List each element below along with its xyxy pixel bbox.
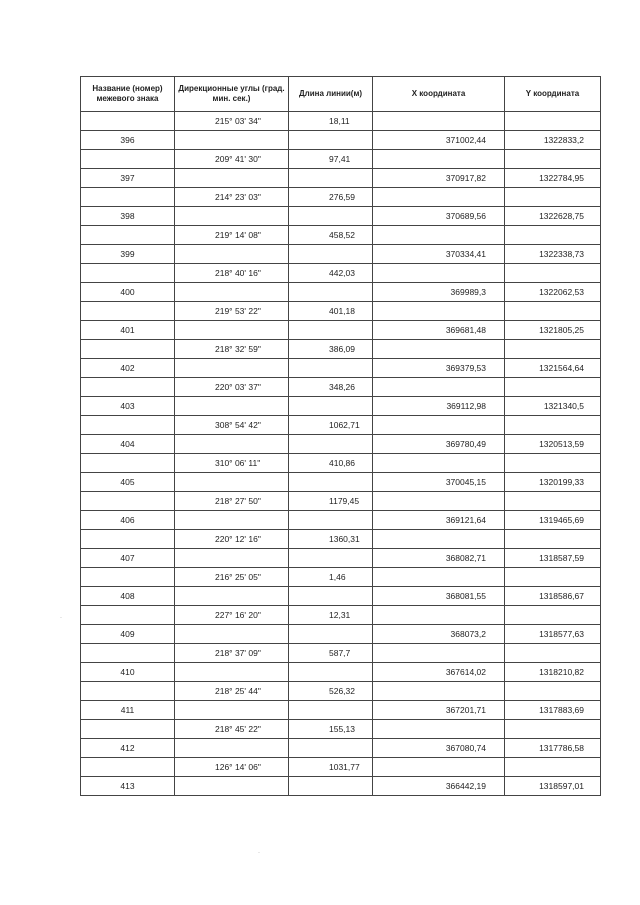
y-cell: [505, 188, 601, 207]
length-cell: [289, 359, 373, 378]
x-cell: 368081,55: [373, 587, 505, 606]
y-cell: 1318586,67: [505, 587, 601, 606]
point-name-cell: [81, 682, 175, 701]
y-cell: 1322338,73: [505, 245, 601, 264]
point-row: [81, 511, 601, 530]
point-name-cell: 412: [81, 739, 175, 758]
point-name-cell: [81, 340, 175, 359]
point-name-cell: [81, 150, 175, 169]
y-cell: 1317786,58: [505, 739, 601, 758]
angle-cell: [175, 245, 289, 264]
length-cell: [289, 397, 373, 416]
x-cell: [373, 264, 505, 283]
point-name-cell: [81, 568, 175, 587]
segment-row: [81, 112, 601, 131]
angle-cell: [175, 283, 289, 302]
length-cell: [289, 625, 373, 644]
length-cell: 410,86: [289, 454, 373, 473]
segment-row: [81, 530, 601, 549]
y-cell: 1322628,75: [505, 207, 601, 226]
length-cell: 1179,45: [289, 492, 373, 511]
y-cell: [505, 454, 601, 473]
length-cell: 1360,31: [289, 530, 373, 549]
segment-row: [81, 454, 601, 473]
y-cell: 1317883,69: [505, 701, 601, 720]
x-cell: 369681,48: [373, 321, 505, 340]
angle-cell: [175, 663, 289, 682]
length-cell: 1031,77: [289, 758, 373, 777]
point-name-cell: 411: [81, 701, 175, 720]
point-name-cell: 406: [81, 511, 175, 530]
segment-row: [81, 758, 601, 777]
y-cell: 1322833,2: [505, 131, 601, 150]
point-name-cell: 402: [81, 359, 175, 378]
y-cell: [505, 150, 601, 169]
y-cell: [505, 302, 601, 321]
angle-cell: 215° 03' 34": [175, 112, 289, 131]
segment-row: [81, 378, 601, 397]
length-cell: [289, 701, 373, 720]
point-name-cell: 404: [81, 435, 175, 454]
point-name-cell: 398: [81, 207, 175, 226]
length-cell: 458,52: [289, 226, 373, 245]
x-cell: [373, 416, 505, 435]
length-cell: [289, 739, 373, 758]
x-cell: 367080,74: [373, 739, 505, 758]
point-name-cell: 397: [81, 169, 175, 188]
segment-row: [81, 416, 601, 435]
point-row: [81, 321, 601, 340]
point-name-cell: [81, 606, 175, 625]
angle-cell: [175, 435, 289, 454]
point-name-cell: 407: [81, 549, 175, 568]
length-cell: 526,32: [289, 682, 373, 701]
y-cell: [505, 606, 601, 625]
segment-row: [81, 264, 601, 283]
point-name-cell: [81, 492, 175, 511]
angle-cell: 126° 14' 06": [175, 758, 289, 777]
point-row: [81, 739, 601, 758]
x-cell: [373, 530, 505, 549]
angle-cell: [175, 701, 289, 720]
point-row: [81, 587, 601, 606]
point-name-cell: 403: [81, 397, 175, 416]
point-row: [81, 473, 601, 492]
x-cell: [373, 492, 505, 511]
angle-cell: [175, 473, 289, 492]
length-cell: [289, 169, 373, 188]
angle-cell: 227° 16' 20": [175, 606, 289, 625]
x-cell: [373, 644, 505, 663]
point-row: [81, 701, 601, 720]
x-cell: 368073,2: [373, 625, 505, 644]
y-cell: 1322062,53: [505, 283, 601, 302]
point-name-cell: [81, 720, 175, 739]
point-row: [81, 283, 601, 302]
point-row: [81, 397, 601, 416]
length-cell: [289, 663, 373, 682]
angle-cell: 218° 27' 50": [175, 492, 289, 511]
y-cell: 1321805,25: [505, 321, 601, 340]
y-cell: 1318587,59: [505, 549, 601, 568]
length-cell: [289, 283, 373, 302]
x-cell: [373, 150, 505, 169]
x-cell: 367614,02: [373, 663, 505, 682]
length-cell: 276,59: [289, 188, 373, 207]
x-cell: [373, 606, 505, 625]
x-cell: 370917,82: [373, 169, 505, 188]
point-name-cell: 401: [81, 321, 175, 340]
length-cell: [289, 435, 373, 454]
segment-row: [81, 682, 601, 701]
length-cell: 348,26: [289, 378, 373, 397]
x-cell: [373, 112, 505, 131]
segment-row: [81, 150, 601, 169]
angle-cell: [175, 169, 289, 188]
segment-row: [81, 644, 601, 663]
y-cell: [505, 416, 601, 435]
segment-row: [81, 568, 601, 587]
scan-speck: ·: [258, 850, 260, 856]
point-name-cell: [81, 644, 175, 663]
x-cell: [373, 758, 505, 777]
segment-row: [81, 188, 601, 207]
length-cell: [289, 549, 373, 568]
angle-cell: [175, 587, 289, 606]
point-name-cell: [81, 454, 175, 473]
header-directional-angle: Дирекционные углы (град. мин. сек.): [175, 77, 289, 112]
x-cell: 366442,19: [373, 777, 505, 796]
segment-row: [81, 226, 601, 245]
point-name-cell: 396: [81, 131, 175, 150]
point-name-cell: [81, 112, 175, 131]
y-cell: [505, 568, 601, 587]
angle-cell: 218° 40' 16": [175, 264, 289, 283]
length-cell: 12,31: [289, 606, 373, 625]
point-row: [81, 549, 601, 568]
point-row: [81, 359, 601, 378]
length-cell: [289, 777, 373, 796]
x-cell: 370689,56: [373, 207, 505, 226]
length-cell: [289, 321, 373, 340]
point-row: [81, 207, 601, 226]
table-header-row: [81, 77, 601, 112]
length-cell: 155,13: [289, 720, 373, 739]
x-cell: 367201,71: [373, 701, 505, 720]
angle-cell: [175, 397, 289, 416]
length-cell: [289, 473, 373, 492]
length-cell: [289, 245, 373, 264]
x-cell: [373, 340, 505, 359]
x-cell: 368082,71: [373, 549, 505, 568]
y-cell: [505, 530, 601, 549]
point-name-cell: 405: [81, 473, 175, 492]
length-cell: [289, 207, 373, 226]
y-cell: [505, 720, 601, 739]
angle-cell: 308° 54' 42": [175, 416, 289, 435]
point-name-cell: [81, 530, 175, 549]
length-cell: [289, 131, 373, 150]
point-row: [81, 245, 601, 264]
angle-cell: [175, 511, 289, 530]
x-cell: 369780,49: [373, 435, 505, 454]
x-cell: 369121,64: [373, 511, 505, 530]
length-cell: [289, 587, 373, 606]
segment-row: [81, 492, 601, 511]
length-cell: [289, 511, 373, 530]
length-cell: 587,7: [289, 644, 373, 663]
point-name-cell: 400: [81, 283, 175, 302]
y-cell: [505, 758, 601, 777]
header-line-length: Длина линии(м): [289, 77, 373, 112]
y-cell: 1318577,63: [505, 625, 601, 644]
x-cell: [373, 682, 505, 701]
x-cell: 369379,53: [373, 359, 505, 378]
boundary-coordinates-table: [80, 76, 601, 796]
point-name-cell: 410: [81, 663, 175, 682]
point-row: [81, 777, 601, 796]
point-name-cell: [81, 264, 175, 283]
y-cell: [505, 378, 601, 397]
angle-cell: [175, 207, 289, 226]
y-cell: 1319465,69: [505, 511, 601, 530]
length-cell: 1,46: [289, 568, 373, 587]
angle-cell: 220° 03' 37": [175, 378, 289, 397]
angle-cell: [175, 359, 289, 378]
segment-row: [81, 340, 601, 359]
x-cell: 370334,41: [373, 245, 505, 264]
x-cell: [373, 454, 505, 473]
header-point-name: Название (номер) межевого знака: [81, 77, 175, 112]
scan-speck: ·: [60, 615, 62, 621]
y-cell: [505, 682, 601, 701]
point-name-cell: [81, 378, 175, 397]
y-cell: 1322784,95: [505, 169, 601, 188]
angle-cell: [175, 549, 289, 568]
y-cell: [505, 112, 601, 131]
point-row: [81, 625, 601, 644]
length-cell: 442,03: [289, 264, 373, 283]
point-name-cell: [81, 416, 175, 435]
point-name-cell: [81, 758, 175, 777]
angle-cell: [175, 131, 289, 150]
x-cell: [373, 720, 505, 739]
length-cell: 18,11: [289, 112, 373, 131]
angle-cell: 219° 53' 22": [175, 302, 289, 321]
point-name-cell: [81, 188, 175, 207]
x-cell: 370045,15: [373, 473, 505, 492]
point-row: [81, 435, 601, 454]
angle-cell: 218° 45' 22": [175, 720, 289, 739]
point-row: [81, 169, 601, 188]
x-cell: [373, 188, 505, 207]
y-cell: 1321564,64: [505, 359, 601, 378]
angle-cell: [175, 739, 289, 758]
point-row: [81, 131, 601, 150]
y-cell: 1318210,82: [505, 663, 601, 682]
point-name-cell: 409: [81, 625, 175, 644]
angle-cell: [175, 625, 289, 644]
y-cell: 1321340,5: [505, 397, 601, 416]
y-cell: [505, 264, 601, 283]
header-x-coordinate: X координата: [373, 77, 505, 112]
length-cell: 97,41: [289, 150, 373, 169]
point-name-cell: 408: [81, 587, 175, 606]
length-cell: 386,09: [289, 340, 373, 359]
angle-cell: 219° 14' 08": [175, 226, 289, 245]
x-cell: [373, 568, 505, 587]
y-cell: 1318597,01: [505, 777, 601, 796]
segment-row: [81, 606, 601, 625]
y-cell: [505, 644, 601, 663]
angle-cell: 218° 37' 09": [175, 644, 289, 663]
y-cell: [505, 492, 601, 511]
x-cell: [373, 226, 505, 245]
angle-cell: [175, 321, 289, 340]
y-cell: 1320513,59: [505, 435, 601, 454]
point-row: [81, 663, 601, 682]
angle-cell: 216° 25' 05": [175, 568, 289, 587]
x-cell: 369989,3: [373, 283, 505, 302]
x-cell: [373, 302, 505, 321]
x-cell: [373, 378, 505, 397]
angle-cell: 214° 23' 03": [175, 188, 289, 207]
segment-row: [81, 720, 601, 739]
y-cell: [505, 340, 601, 359]
angle-cell: 209° 41' 30": [175, 150, 289, 169]
point-name-cell: 413: [81, 777, 175, 796]
header-y-coordinate: Y координата: [505, 77, 601, 112]
point-name-cell: 399: [81, 245, 175, 264]
length-cell: 1062,71: [289, 416, 373, 435]
table-body: [81, 112, 601, 796]
angle-cell: 220° 12' 16": [175, 530, 289, 549]
length-cell: 401,18: [289, 302, 373, 321]
point-name-cell: [81, 226, 175, 245]
segment-row: [81, 302, 601, 321]
point-name-cell: [81, 302, 175, 321]
x-cell: 369112,98: [373, 397, 505, 416]
y-cell: 1320199,33: [505, 473, 601, 492]
y-cell: [505, 226, 601, 245]
angle-cell: [175, 777, 289, 796]
x-cell: 371002,44: [373, 131, 505, 150]
angle-cell: 218° 25' 44": [175, 682, 289, 701]
angle-cell: 218° 32' 59": [175, 340, 289, 359]
angle-cell: 310° 06' 11": [175, 454, 289, 473]
